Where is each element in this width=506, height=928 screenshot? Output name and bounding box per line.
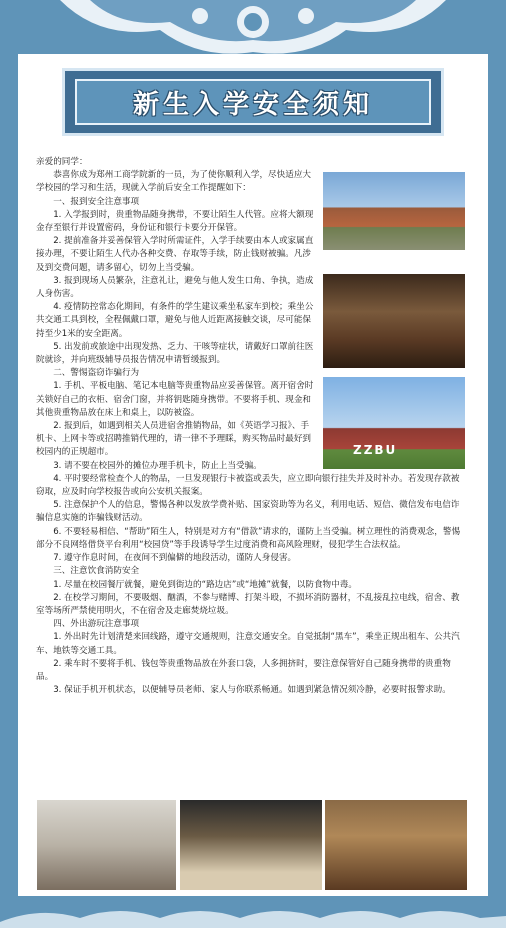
- greeting: 亲爱的同学：: [36, 157, 88, 167]
- section-heading-1: 一、报到安全注意事项: [53, 196, 140, 207]
- s2-item-2: 2. 报到后，如遇到相关人员进宿舍推销物品，如《英语学习报》、手机卡、上网卡等或招聘推销代理的，请一律不予理睬，购买物品时最好到校园内的正规超市。: [36, 421, 312, 458]
- s2-item-4: 4. 平时要经常检查个人的物品，一旦发现银行卡被盗或丢失，应立即向银行挂失并及时补办。若发现存款被窃取，应及时向学校报告或向公安机关报案。: [36, 473, 460, 498]
- bottom-ornament: [0, 896, 506, 928]
- s1-item-5: 5. 出发前或旅途中出现发热、乏力、干咳等症状，请戴好口罩前往医院就诊，并向班级辅导员报告情况申请暂缓报到。: [36, 341, 314, 366]
- section-heading-2: 二、警惕盗窃诈骗行为: [53, 368, 140, 379]
- s2-item-7: 7. 遵守作息时间，在夜间不到偏僻的地段活动，谨防人身侵害。: [53, 553, 297, 564]
- s2-item-3: 3. 请不要在校园外的摊位办理手机卡，防止上当受骗。: [53, 460, 262, 471]
- library-photo-2: [180, 800, 322, 890]
- s4-item-3: 3. 保证手机开机状态，以便辅导员老师、家人与你联系畅通。如遇到紧急情况须冷静，必要时报警求助。: [53, 685, 451, 696]
- s2-item-5: 5. 注意保护个人的信息，警惕各种以发放学费补贴、国家资助等为名义，利用电话、短信、微信发布电信诈骗信息实施的诈骗钱财活动。: [36, 500, 460, 524]
- section-heading-4: 四、外出游玩注意事项: [53, 619, 140, 630]
- s4-item-2: 2. 乘车时不要将手机、钱包等贵重物品放在外套口袋，人多拥挤时，要注意保管好自己随身携带的贵重物品。: [36, 658, 451, 682]
- section-heading-3: 三、注意饮食消防安全: [53, 566, 140, 577]
- s1-item-4: 4. 疫情防控常态化期间，有条件的学生建议乘坐私家车到校；乘坐公共交通工具到校，全程佩戴口罩，避免与他人近距离接触交谈，尽可能保持至少1米的安全距离。: [36, 302, 314, 339]
- s1-item-3: 3. 报到现场人员繁杂，注意礼让，避免与他人发生口角、争执，造成人身伤害。: [36, 275, 314, 300]
- intro-paragraph: 恭喜你成为郑州工商学院新的一员，为了使你顺利入学，尽快适应大学校园的学习和生活，现就入学前后安全工作提醒如下：: [36, 170, 312, 194]
- notice-content: [36, 156, 468, 697]
- s3-item-1: 1. 尽量在校园餐厅就餐，避免到街边的“路边店”或“地摊”就餐，以防食物中毒。: [53, 579, 357, 590]
- library-photo-1: [37, 800, 176, 890]
- title-inner: [75, 79, 431, 125]
- s3-item-2: 2. 在校学习期间，不要吸烟、酗酒，不参与赌博、打架斗殴，不损坏消防器材，不乱接乱拉电线，宿舍、教室等场所严禁使用明火，不在宿舍及走廊焚烧垃圾。: [36, 592, 460, 616]
- title-banner: [62, 68, 444, 136]
- s1-item-2: 2. 提前准备并妥善保管入学时所需证件，入学手续要由本人或家属直接办理，不要让陌生人代办各种交费、存取等手续，防止钱财被骗。凡涉及到交费问题，请多留心，切勿上当受骗。: [36, 236, 314, 273]
- s4-item-1: 1. 外出时先计划清楚来回线路，遵守交通规则，注意交通安全。自觉抵制“黑车”，乘坐正规出租车、公共汽车、地铁等交通工具。: [36, 632, 460, 656]
- page-title: 新生入学安全须知: [132, 89, 373, 120]
- s2-item-6: 6. 不要轻易相信、“帮助”陌生人，特别是对方有“借款”请求的，谨防上当受骗。树立理性的消费观念，警惕部分不良网络借贷平台利用“校园贷”等手段诱导学生过度消费和高风险理财，侵犯学生合法权益。: [36, 526, 461, 550]
- s2-item-1: 1. 手机、平板电脑、笔记本电脑等贵重物品应妥善保管。离开宿舍时关锁好自己的衣柜、宿舍门窗，并将钥匙随身携带。不要将手机、现金和其他贵重物品放在床上和桌上，以防被盗。: [36, 381, 314, 418]
- campus-sign-text: ZZBU: [353, 443, 398, 457]
- reading-room-photo: [325, 800, 467, 890]
- s1-item-1: 1. 入学报到时，贵重物品随身携带，不要让陌生人代管。应将大额现金存至银行并设置密码，身份证和银行卡要分开保管。: [36, 209, 314, 234]
